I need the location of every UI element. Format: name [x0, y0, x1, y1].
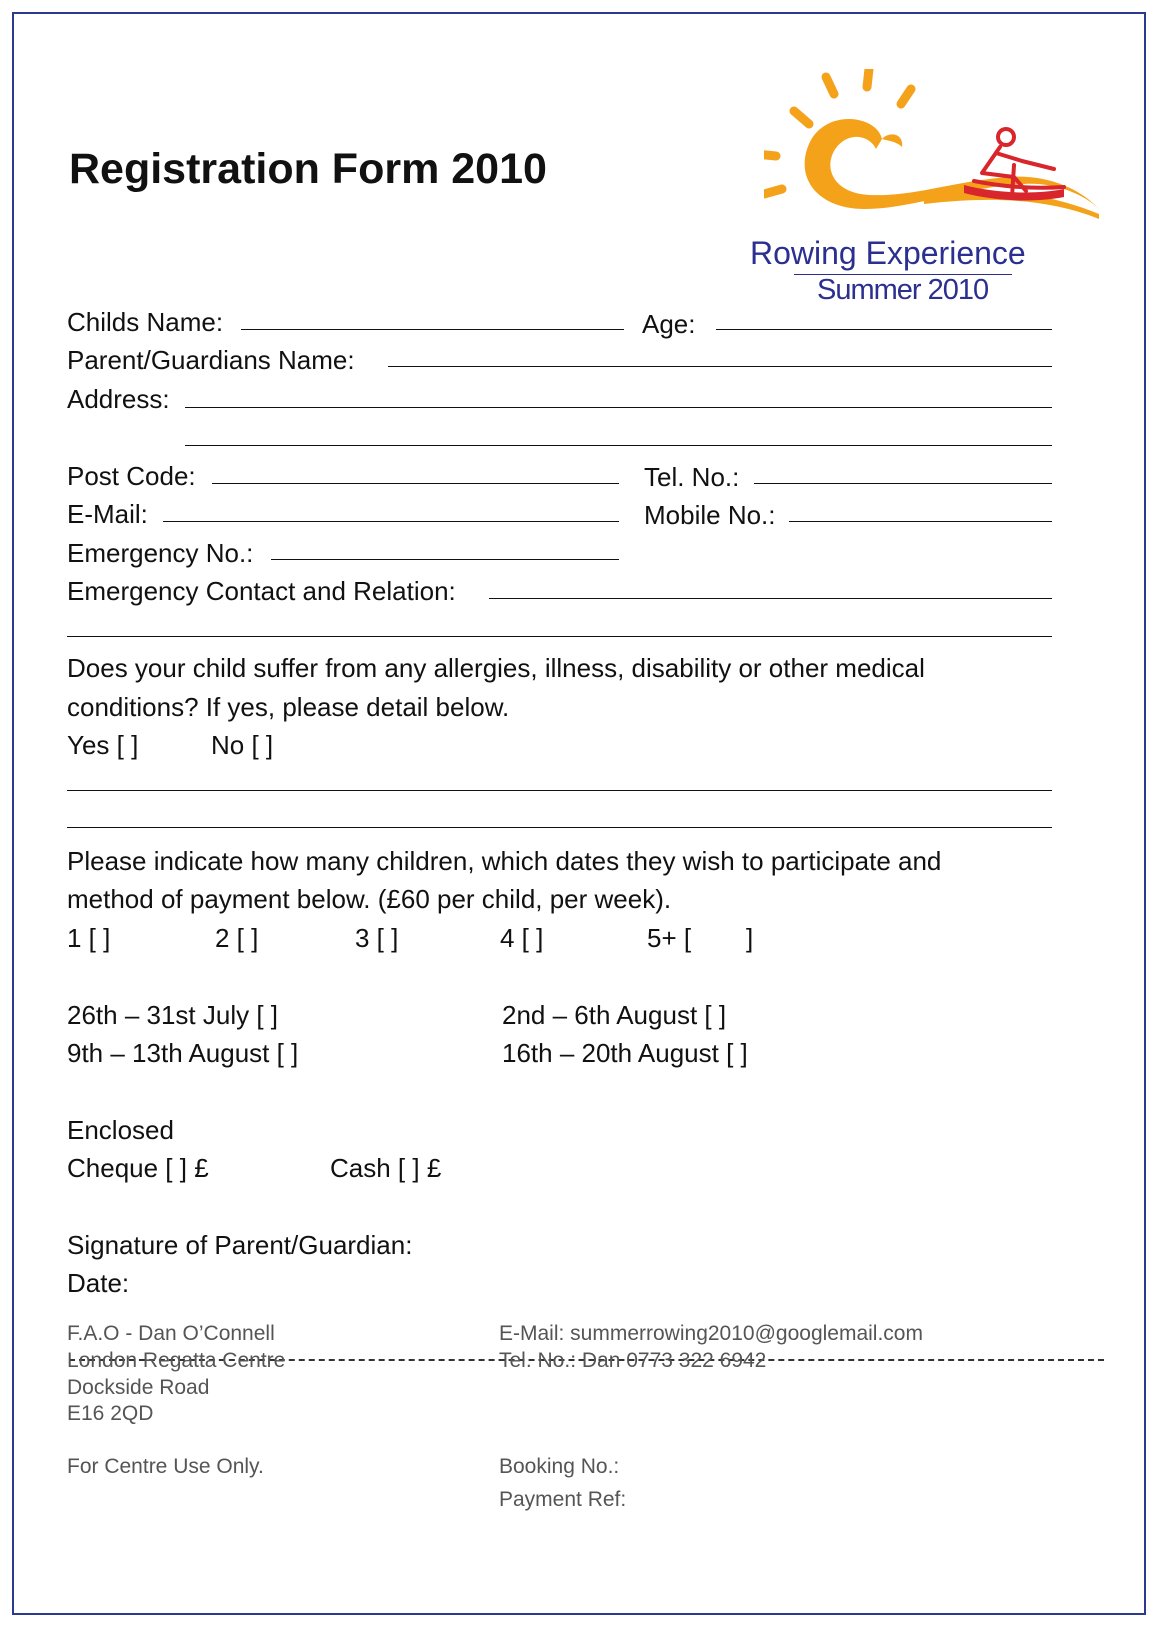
medical-question-line-2: conditions? If yes, please detail below.	[67, 692, 510, 722]
emergency-no-field[interactable]	[271, 559, 619, 560]
medical-details-line-2[interactable]	[67, 827, 1052, 828]
children-instructions-line-1: Please indicate how many children, which dates they wish to participate and	[67, 846, 942, 876]
children-count-3[interactable]: 3 [ ]	[355, 923, 399, 953]
logo-title: Rowing Experience	[750, 235, 1026, 271]
cash-checkbox[interactable]: Cash [ ] £	[330, 1153, 442, 1183]
footer-tel: Tel. No.: Dan 0773 322 6942	[499, 1349, 767, 1372]
centre-use-label: For Centre Use Only.	[67, 1455, 264, 1478]
post-code-label: Post Code:	[67, 461, 196, 491]
tel-field[interactable]	[754, 483, 1052, 484]
email-field[interactable]	[163, 521, 619, 522]
booking-no-label: Booking No.:	[499, 1455, 620, 1478]
footer-address-1: F.A.O - Dan O’Connell	[67, 1322, 275, 1345]
emergency-contact-field-line-2[interactable]	[67, 636, 1052, 637]
post-code-field[interactable]	[212, 483, 619, 484]
children-instructions-line-2: method of payment below. (£60 per child, per week).	[67, 884, 672, 914]
date-option-aug-9[interactable]: 9th – 13th August [ ]	[67, 1038, 299, 1068]
address-field-line-1[interactable]	[185, 407, 1052, 408]
children-count-5-plus[interactable]: 5+ [	[647, 923, 692, 953]
footer-address-4: E16 2QD	[67, 1402, 154, 1425]
medical-yes-checkbox[interactable]: Yes [ ]	[67, 730, 139, 760]
date-option-aug-2[interactable]: 2nd – 6th August [ ]	[502, 1000, 727, 1030]
address-field-line-2[interactable]	[185, 445, 1052, 446]
logo-subtitle: Summer 2010	[817, 274, 989, 306]
enclosed-label: Enclosed	[67, 1115, 174, 1145]
parent-name-label: Parent/Guardians Name:	[67, 345, 355, 375]
emergency-no-label: Emergency No.:	[67, 538, 254, 568]
childs-name-field[interactable]	[241, 329, 624, 330]
rowing-experience-logo	[750, 69, 1114, 319]
children-count-2[interactable]: 2 [ ]	[215, 923, 259, 953]
date-option-aug-16[interactable]: 16th – 20th August [ ]	[502, 1038, 748, 1068]
children-count-1[interactable]: 1 [ ]	[67, 923, 111, 953]
age-field[interactable]	[716, 329, 1052, 330]
registration-form-page	[12, 12, 1146, 1615]
emergency-contact-label: Emergency Contact and Relation:	[67, 576, 456, 606]
parent-name-field[interactable]	[388, 366, 1052, 367]
mobile-field[interactable]	[789, 521, 1052, 522]
children-count-4[interactable]: 4 [ ]	[500, 923, 544, 953]
page-title: Registration Form 2010	[69, 145, 547, 193]
medical-question-line-1: Does your child suffer from any allergies, illness, disability or other medical	[67, 653, 925, 683]
tel-label: Tel. No.:	[644, 462, 740, 492]
age-label: Age:	[642, 309, 696, 339]
footer-address-3: Dockside Road	[67, 1376, 210, 1399]
date-label: Date:	[67, 1268, 130, 1298]
childs-name-label: Childs Name:	[67, 307, 224, 337]
date-option-july-26[interactable]: 26th – 31st July [ ]	[67, 1000, 279, 1030]
medical-no-checkbox[interactable]: No [ ]	[211, 730, 274, 760]
medical-details-line-1[interactable]	[67, 790, 1052, 791]
cheque-checkbox[interactable]: Cheque [ ] £	[67, 1153, 209, 1183]
footer-email: E-Mail: summerrowing2010@googlemail.com	[499, 1322, 923, 1345]
payment-ref-label: Payment Ref:	[499, 1488, 627, 1511]
children-count-5-plus-close: ]	[746, 923, 754, 953]
mobile-label: Mobile No.:	[644, 500, 776, 530]
signature-label: Signature of Parent/Guardian:	[67, 1230, 413, 1260]
footer-address-2: London Regatta Centre	[67, 1349, 286, 1372]
emergency-contact-field[interactable]	[489, 598, 1052, 599]
email-label: E-Mail:	[67, 499, 148, 529]
address-label: Address:	[67, 384, 170, 414]
sun-rower-logo-icon	[764, 69, 1114, 239]
